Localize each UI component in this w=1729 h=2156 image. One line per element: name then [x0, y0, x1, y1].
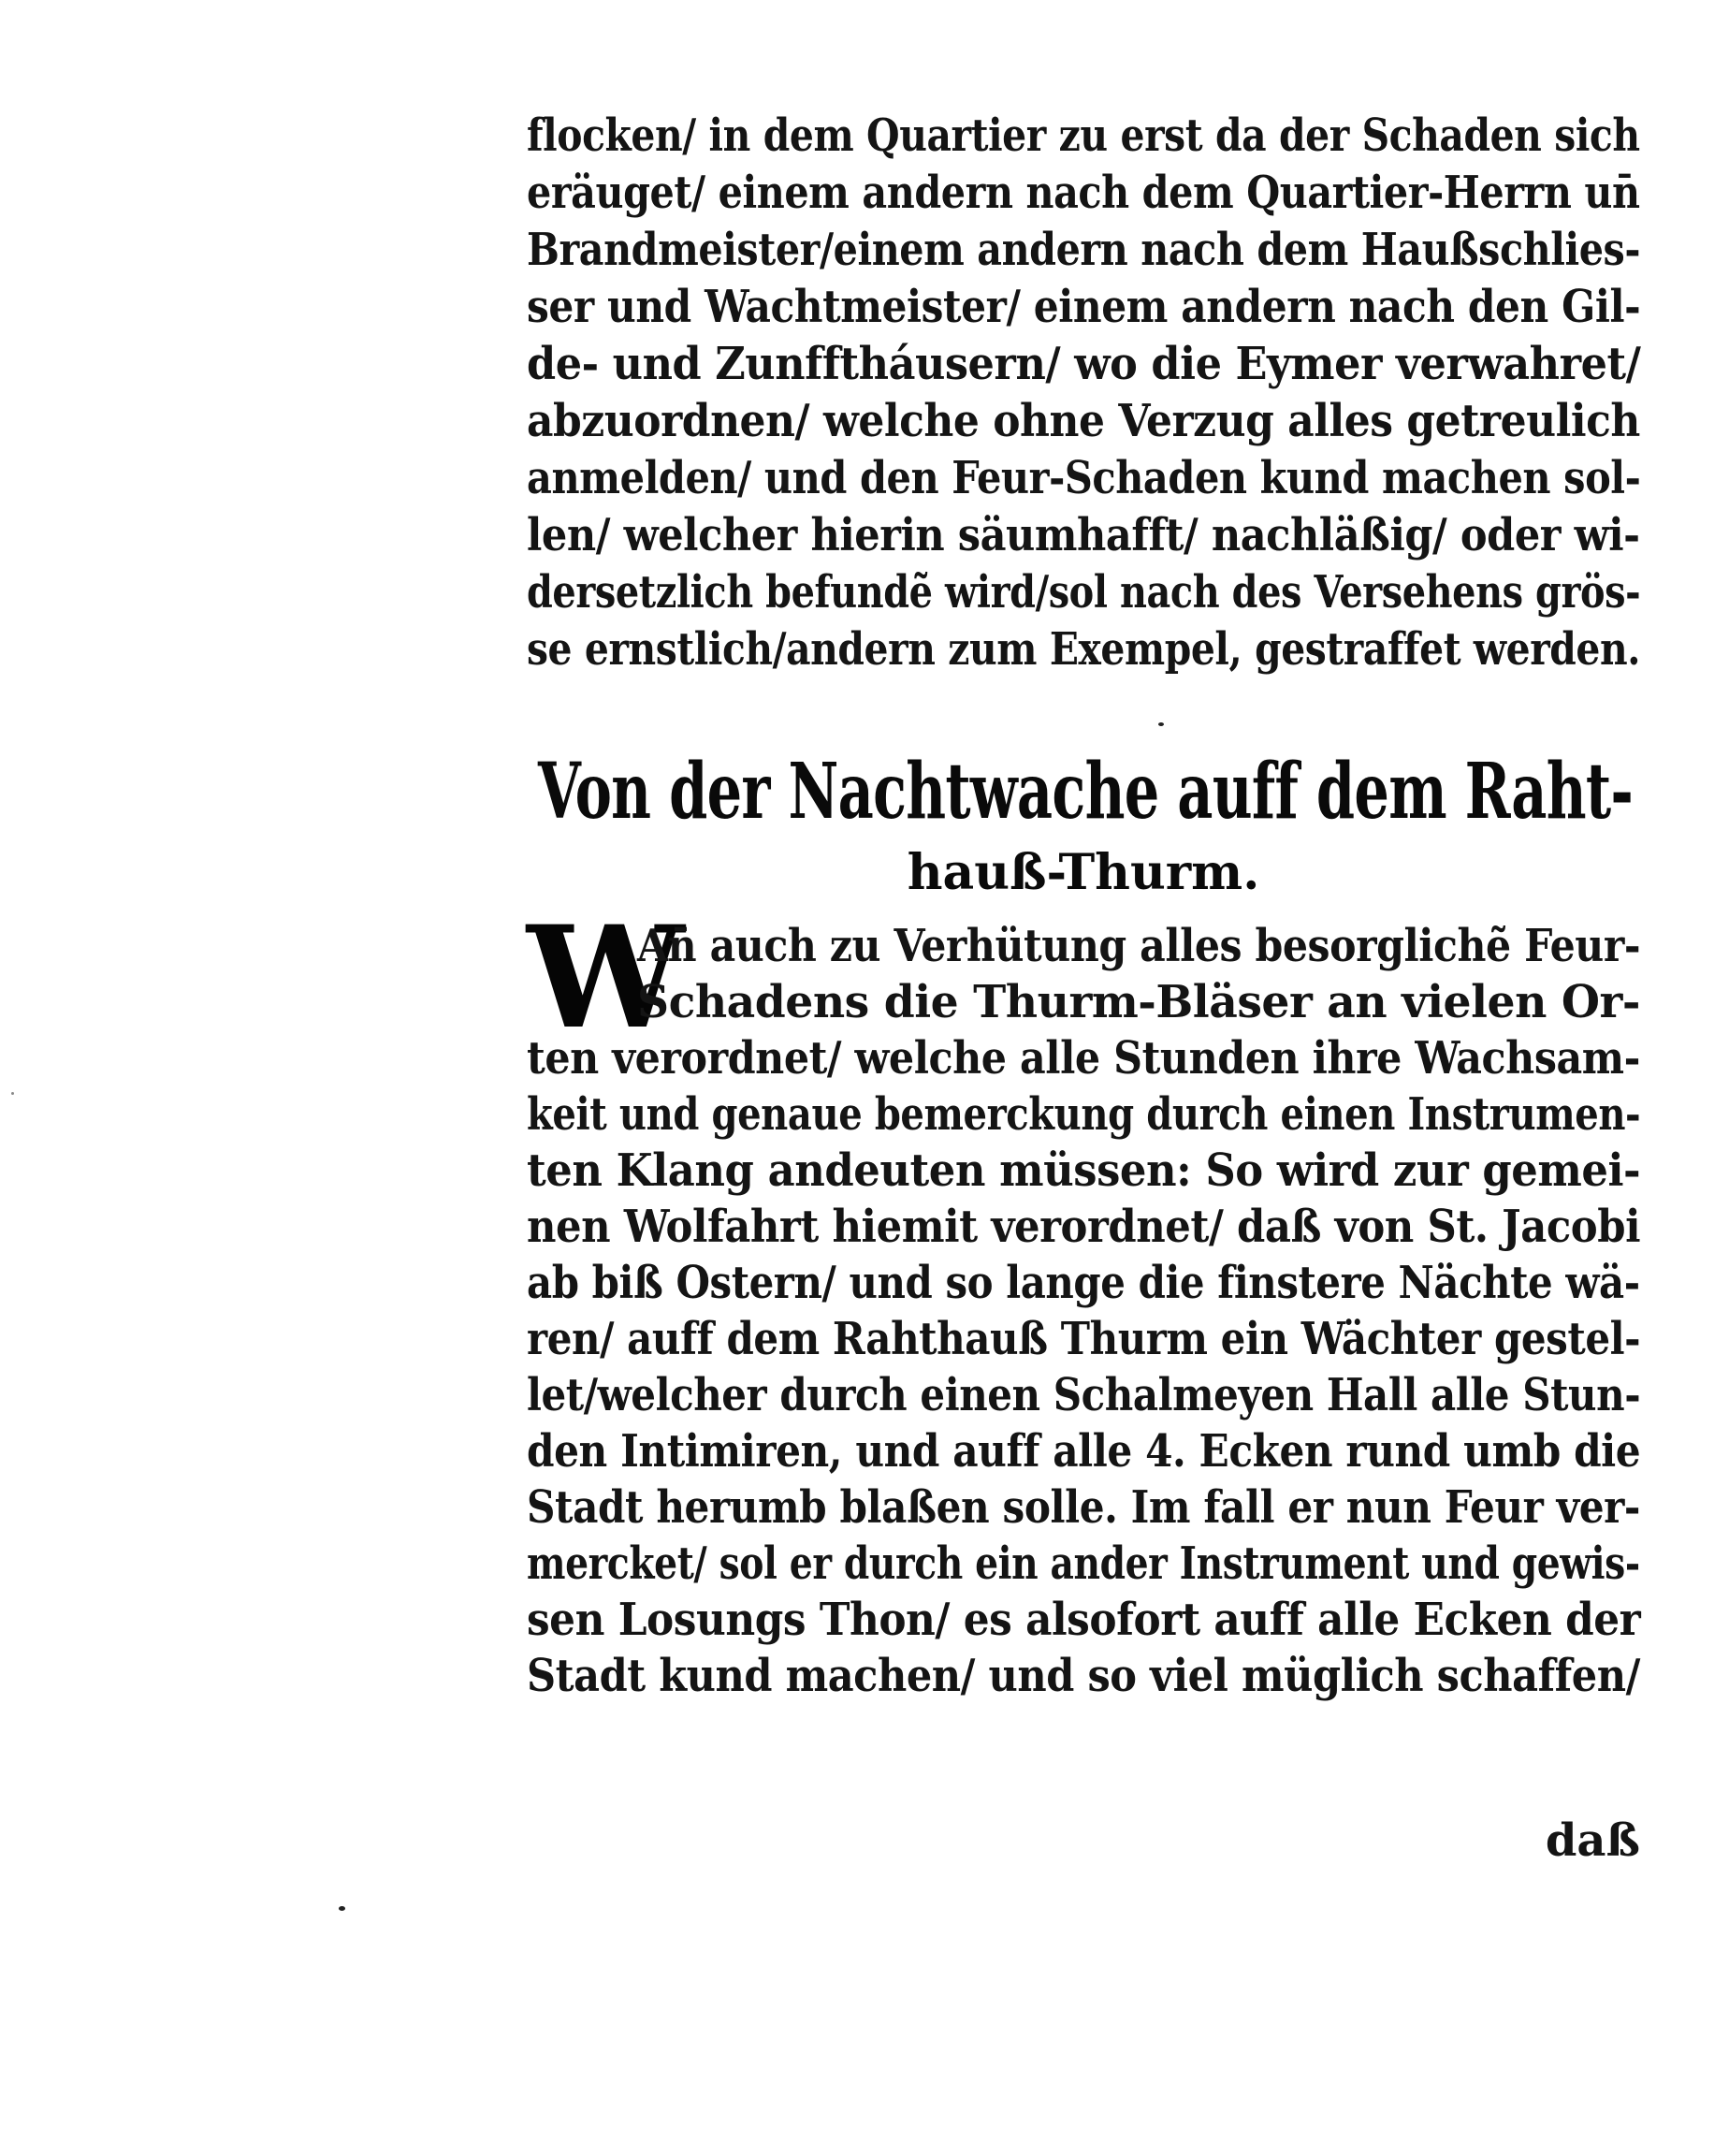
text-line: se ernstlich/andern zum Exempel, gestraffet werden.: [527, 623, 1641, 676]
catchword: daß: [1545, 1814, 1640, 1867]
text-line: ten verordnet/ welche alle Stunden ihre Wachsam-: [527, 1032, 1640, 1085]
text-line: Stadt herumb blaßen solle. Im fall er nun Feur ver-: [527, 1481, 1640, 1534]
section-heading: Von der Nachtwache auff dem Raht-: [538, 747, 1634, 837]
print-speck: [11, 1092, 14, 1095]
text-line: ten Klang andeuten müssen: So wird zur gemei-: [527, 1144, 1641, 1197]
text-line: nen Wolfahrt hiemit verordnet/ daß von St. Jacobi: [527, 1201, 1641, 1253]
text-line: ren/ auff dem Rahthauß Thurm ein Wächter gestel-: [527, 1313, 1641, 1365]
text-line: Stadt kund machen/ und so viel müglich schaffen/: [527, 1650, 1640, 1702]
text-line: Schadens die Thurm-Bläser an vielen Or-: [637, 976, 1640, 1028]
text-line: dersetzlich befundẽ wird/sol nach des Versehens grös-: [527, 566, 1641, 619]
print-speck: [1158, 722, 1164, 726]
text-line: eräuget/ einem andern nach dem Quartier-Herrn un̄: [527, 167, 1640, 219]
section-subheading: hauß-Thurm.: [907, 844, 1260, 901]
text-line: ser und Wachtmeister/ einem andern nach den Gil-: [527, 281, 1641, 333]
text-line: den Intimiren, und auff alle 4. Ecken rund umb die: [527, 1425, 1641, 1478]
text-line: An̄ auch zu Verhütung alles besorglichẽ Feur-: [637, 920, 1641, 972]
drop-cap: W: [527, 896, 685, 1060]
text-line: ab biß Ostern/ und so lange die finstere Nächte wä-: [527, 1257, 1640, 1309]
text-line: flocken/ in dem Quartier zu erst da der Schaden sich: [527, 109, 1640, 162]
text-line: anmelden/ und den Feur-Schaden kund machen sol-: [527, 452, 1641, 504]
text-line: mercket/ sol er durch ein ander Instrument und gewis-: [527, 1537, 1640, 1590]
text-line: len/ welcher hierin säumhafft/ nachläßig/ oder wi-: [527, 509, 1640, 561]
text-line: keit und genaue bemerckung durch einen Instrumen-: [527, 1088, 1641, 1141]
text-line: Brandmeister/einem andern nach dem Haußschlies-: [527, 224, 1641, 276]
text-line: let/welcher durch einen Schalmeyen Hall alle Stun-: [527, 1369, 1641, 1421]
text-line: sen Losungs Thon/ es alsofort auff alle Ecken der: [527, 1594, 1641, 1646]
print-speck: [339, 1906, 345, 1911]
text-line: de- und Zunfftháusern/ wo die Eymer verwahret/: [527, 338, 1641, 390]
text-line: abzuordnen/ welche ohne Verzug alles getreulich: [527, 395, 1640, 447]
